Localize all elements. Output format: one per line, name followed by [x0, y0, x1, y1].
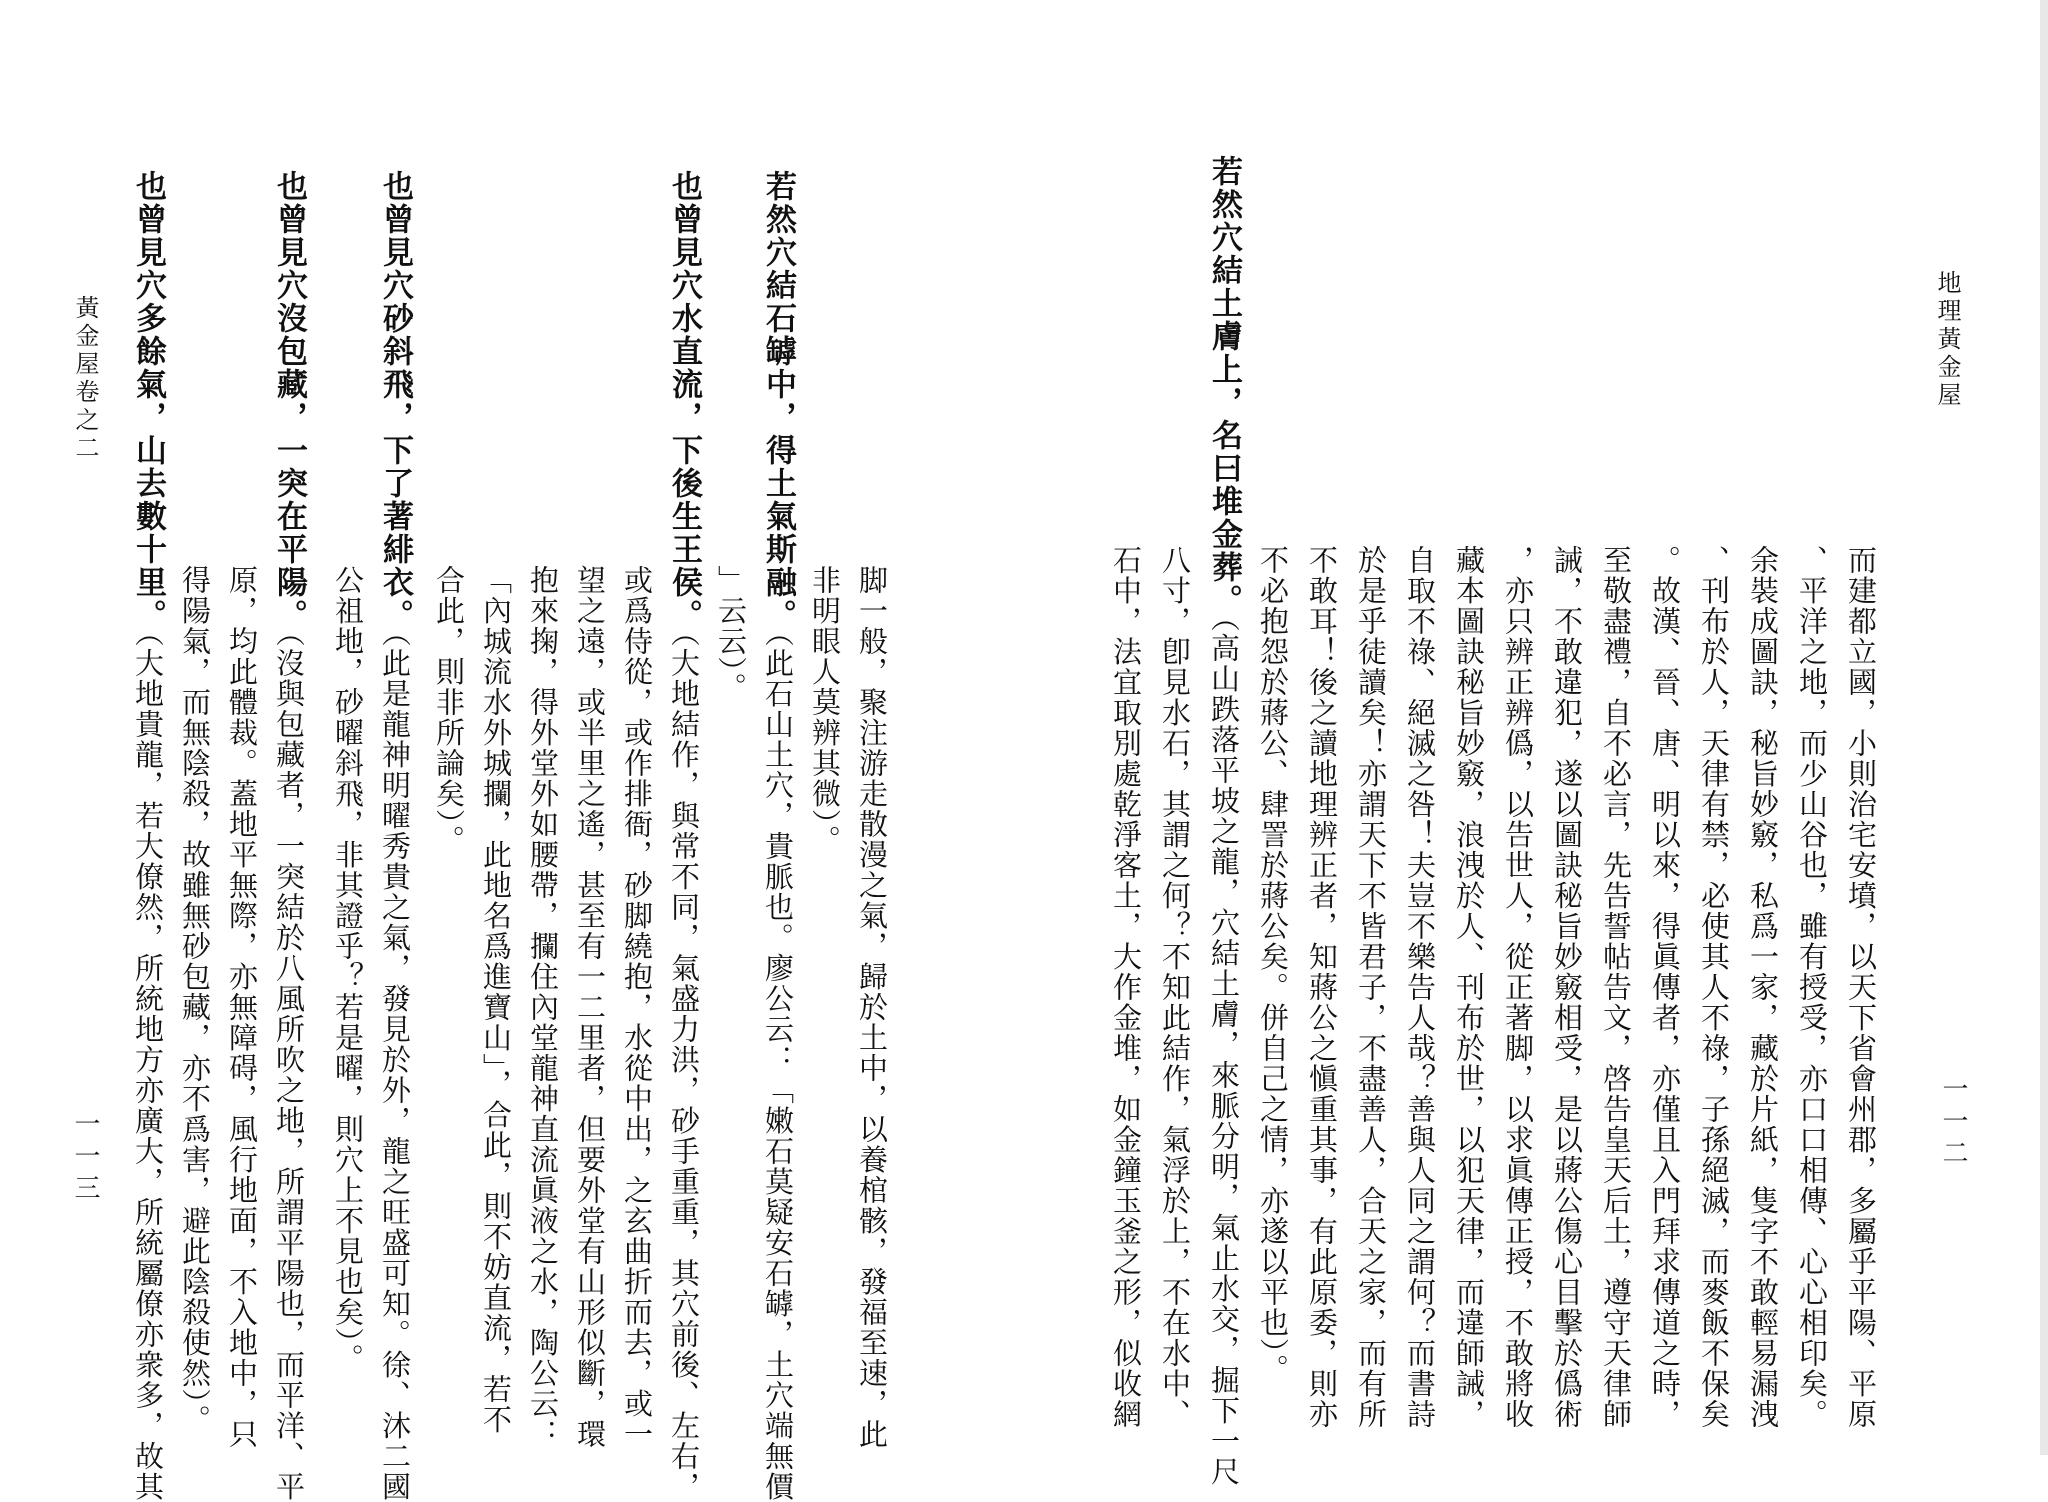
running-head: 地理黃金屋 — [1933, 270, 1961, 410]
text-line: （大地結作，與常不同，氣盛力洪，砂手重重，其穴前後、左右， — [667, 632, 701, 1502]
text-line: 不敢耳！後之讀地理辨正者，知蔣公之愼重其事，有此原委，則亦 — [1305, 545, 1339, 1430]
text-line: 」云云）。 — [714, 565, 748, 703]
text-line: 公祖地，砂曜斜飛，非其證乎？若是曜，則穴上不見也矣）。 — [331, 565, 365, 1374]
text-line: 抱來掬，得外堂外如腰帶，攔住內堂龍神直流眞液之水，陶公云： — [526, 565, 560, 1450]
text-line: 誡，不敢違犯，遂以圖訣秘旨妙竅相受，是以蔣公傷心目擊於僞術 — [1550, 545, 1584, 1430]
text-line: 余裝成圖訣，秘旨妙竅，私爲一家，藏於片紙，隻字不敢輕易漏洩 — [1746, 545, 1780, 1430]
text-line: ，亦只辨正辨僞，以告世人，從正著脚，以求眞傳正授，不敢將收 — [1501, 545, 1535, 1430]
text-line: 合此，則非所論矣）。 — [432, 565, 466, 856]
text-line: （大地貴龍，若大僚然，所統地方亦廣大，所統屬僚亦衆多，故其 — [131, 632, 165, 1502]
text-line: 而建都立國，小則治宅安墳，以天下省會州郡，多屬乎平陽、平原 — [1844, 545, 1878, 1430]
section-heading: 也曾見穴水直流，下後生王侯。（大地結作，與常不同，氣盛力洪，砂手重重，其穴前後、左右， — [666, 170, 702, 1502]
text-line: 脚一般，聚注游走散漫之氣，歸於土中，以養棺骸，發福至速，此 — [855, 565, 889, 1450]
section-heading: 也曾見穴砂斜飛，下了著緋衣。（此是龍神明曜秀貴之氣，發見於外，龍之旺盛可知。徐、沐二國 — [377, 170, 413, 1502]
text-line: 自取不祿、絕滅之咎！夫豈不樂告人哉？善與人同之謂何？而書詩 — [1403, 545, 1437, 1430]
text-line: 藏本圖訣秘旨妙竅，浪洩於人、刊布於世，以犯天律，而違師誡， — [1452, 545, 1486, 1430]
section-heading: 若然穴結石罅中，得土氣斯融。（此石山土穴，貴脈也。廖公云：「嫩石莫疑安石罅，土穴端無價 — [760, 170, 796, 1502]
text-line: 至敬盡禮，自不必言，先告誓帖告文，啓告皇天后土，遵守天律師 — [1599, 545, 1633, 1430]
right-page — [1024, 0, 2048, 1487]
text-line: 。故漢、晉、唐、明以來，得眞傳者，亦僅且入門拜求傳道之時， — [1648, 545, 1682, 1430]
text-line: 不必抱怨於蔣公、肆詈於蔣公矣。併自己之情，亦遂以平也）。 — [1256, 545, 1290, 1385]
text-line: 八寸，卽見水石，其謂之何？不知此結作，氣浮於上，不在水中、 — [1158, 545, 1192, 1430]
section-heading: 也曾見穴沒包藏，一突在平陽。（沒與包藏者，一突結於八風所吹之地，所謂平陽也，而平洋、平 — [271, 170, 307, 1502]
text-line: （沒與包藏者，一突結於八風所吹之地，所謂平陽也，而平洋、平 — [272, 632, 306, 1502]
text-line: 望之遠，或半里之遙，甚至有一二里者，但要外堂有山形似斷，環 — [573, 565, 607, 1450]
text-line: 「內城流水外城攔，此地名爲進寶山」，合此，則不妨直流，若不 — [479, 565, 513, 1435]
section-heading: 若然穴結土膚上，名曰堆金葬。（高山跌落平坡之龍，穴結土膚，來脈分明，氣止水交，掘下一尺 — [1206, 155, 1242, 1487]
text-line: （此是龍神明曜秀貴之氣，發見於外，龍之旺盛可知。徐、沐二國 — [378, 632, 412, 1502]
running-foot: 黃金屋卷之二 — [71, 295, 99, 463]
text-line: 石中，法宜取別處乾淨客土，大作金堆，如金鐘玉釜之形，似收網 — [1109, 545, 1143, 1430]
page-edge — [2040, 0, 2048, 1455]
text-line: 或爲侍從，或作排衙，砂脚繞抱，水從中出，之玄曲折而去，或一 — [620, 565, 654, 1450]
text-line: 原，均此體裁。蓋地平無際，亦無障碍，風行地面，不入地中，只 — [225, 565, 259, 1450]
text-line: 於是乎徒讀矣！亦謂天下不皆君子，不盡善人，合天之家，而有所 — [1354, 545, 1388, 1430]
text-line: 非明眼人莫辨其微）。 — [808, 565, 842, 856]
text-line: （高山跌落平坡之龍，穴結土膚，來脈分明，氣止水交，掘下一尺 — [1207, 617, 1241, 1487]
page-number-right: 一一二 — [1938, 1075, 1968, 1171]
text-line: 、刊布於人，天律有禁，必使其人不祿，子孫絕滅，而麥飯不保矣 — [1697, 545, 1731, 1430]
text-line: 得陽氣，而無陰殺，故雖無砂包藏，亦不爲害，避此陰殺使然）。 — [178, 565, 212, 1435]
text-line: 、平洋之地，而少山谷也，雖有授受，亦口口相傳、心心相印矣。 — [1795, 545, 1829, 1430]
page-number-left: 一一三 — [70, 1110, 100, 1206]
section-heading: 也曾見穴多餘氣，山去數十里。（大地貴龍，若大僚然，所統地方亦廣大，所統屬僚亦衆多，故其 — [130, 170, 166, 1502]
text-line: （此石山土穴，貴脈也。廖公云：「嫩石莫疑安石罅，土穴端無價 — [761, 632, 795, 1502]
